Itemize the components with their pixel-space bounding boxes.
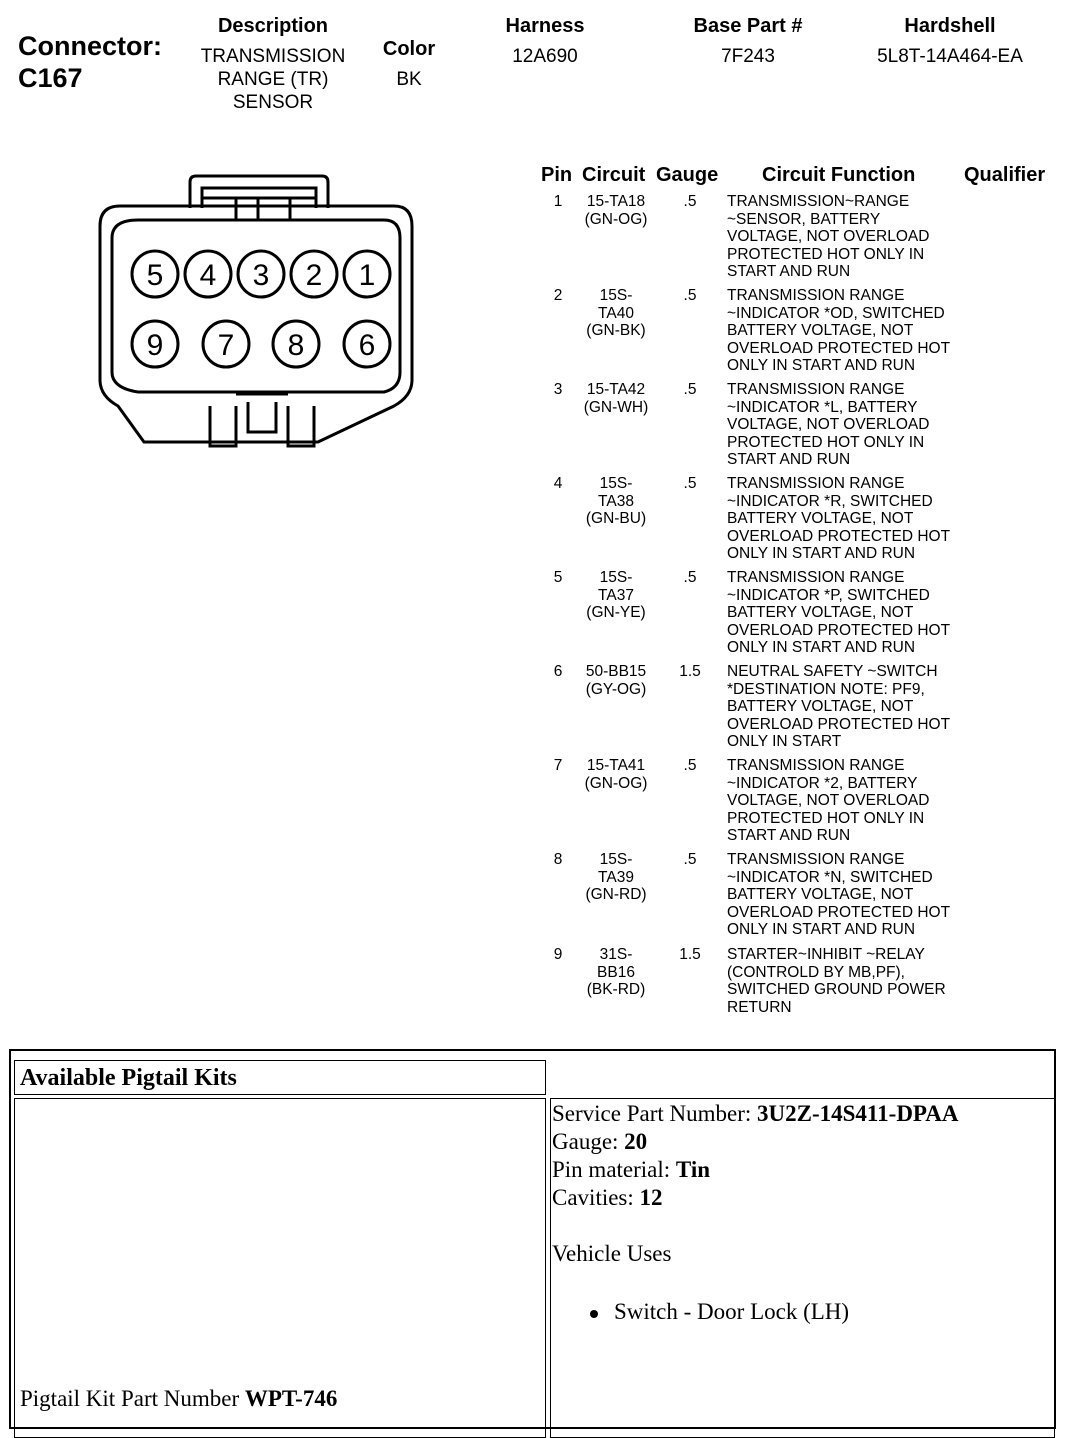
connector-face-diagram <box>90 170 430 460</box>
description-line: RANGE (TR) <box>217 69 329 90</box>
gauge-cell: .5 <box>683 287 697 304</box>
pigtail-details <box>552 1100 959 1326</box>
pin-label: 6 <box>358 329 376 362</box>
circuit-line: TA38 <box>598 492 634 510</box>
function-line: OVERLOAD PROTECTED HOT <box>727 621 951 639</box>
harness-value: 12A690 <box>512 46 578 67</box>
pigtail-title: Available Pigtail Kits <box>20 1065 237 1091</box>
pin-number: 4 <box>553 475 563 492</box>
vehicle-use-text: Switch - Door Lock (LH) <box>614 1299 850 1324</box>
circuit-cell <box>576 757 656 792</box>
function-cell <box>727 663 967 751</box>
function-line: START AND RUN <box>727 263 851 281</box>
function-line: BATTERY VOLTAGE, NOT <box>727 322 914 340</box>
connector-title <box>18 30 162 94</box>
function-line: BATTERY VOLTAGE, NOT <box>727 510 914 528</box>
vehicle-use-item <box>552 1298 959 1326</box>
function-line: TRANSMISSION RANGE <box>727 287 905 304</box>
description-line: TRANSMISSION <box>200 46 346 67</box>
circuit-line: 50-BB15 <box>585 663 647 680</box>
description-line: SENSOR <box>232 92 314 113</box>
gauge-cell: .5 <box>683 475 697 492</box>
gauge-cell: .5 <box>683 569 697 586</box>
description-value <box>178 45 368 114</box>
circuit-cell <box>576 287 656 340</box>
circuit-line: (GN-BK) <box>586 322 646 340</box>
pigtail-kits-table <box>9 1049 1056 1429</box>
circuit-line: (GN-OG) <box>584 774 648 792</box>
col-header-pin: Pin <box>541 164 573 186</box>
circuit-line: (GN-BU) <box>585 510 647 528</box>
gauge-row <box>552 1128 959 1156</box>
description-label: Description <box>217 15 329 37</box>
pin-number: 6 <box>553 663 563 680</box>
col-header-function: Circuit Function <box>762 164 916 186</box>
col-header-qualifier: Qualifier <box>964 164 1046 186</box>
function-line: TRANSMISSION RANGE <box>727 475 905 492</box>
connector-label: Connector: <box>18 31 162 61</box>
base-part-label: Base Part # <box>693 15 803 37</box>
harness-label: Harness <box>505 15 585 37</box>
circuit-line: TA40 <box>598 304 634 322</box>
pin-label: 4 <box>199 259 217 292</box>
function-line: START AND RUN <box>727 827 851 845</box>
function-line: ~INDICATOR *N, SWITCHED <box>727 868 933 886</box>
function-line: ~INDICATOR *R, SWITCHED <box>727 492 933 510</box>
circuit-line: 15-TA18 <box>586 193 646 210</box>
circuit-cell <box>576 569 656 622</box>
cavities-label: Cavities: <box>552 1185 640 1210</box>
circuit-line: 15S- <box>599 475 633 492</box>
circuit-line: (GN-WH) <box>583 398 649 416</box>
function-line: ONLY IN START AND RUN <box>727 921 916 939</box>
pigtail-kit-value: WPT-746 <box>244 1386 338 1411</box>
pigtail-details-cell <box>550 1098 1055 1438</box>
function-line: *DESTINATION NOTE: PF9, <box>727 680 925 698</box>
function-cell <box>727 569 967 657</box>
service-part-value: 3U2Z-14S411-DPAA <box>757 1101 959 1126</box>
service-part-row <box>552 1100 959 1128</box>
circuit-cell <box>576 193 656 228</box>
function-line: TRANSMISSION RANGE <box>727 851 905 868</box>
function-line: NEUTRAL SAFETY ~SWITCH <box>727 663 938 680</box>
function-cell <box>727 381 967 469</box>
circuit-line: (GN-YE) <box>586 604 646 622</box>
gauge-cell: 1.5 <box>679 663 701 680</box>
function-line: TRANSMISSION RANGE <box>727 569 905 586</box>
circuit-cell <box>576 381 656 416</box>
gauge-cell: .5 <box>683 193 697 210</box>
function-line: VOLTAGE, NOT OVERLOAD <box>727 416 930 434</box>
function-line: ~INDICATOR *L, BATTERY <box>727 398 918 416</box>
base-part-value: 7F243 <box>721 46 775 67</box>
pigtail-title-cell <box>14 1060 546 1095</box>
function-cell <box>727 757 967 845</box>
pin-material-label: Pin material: <box>552 1157 676 1182</box>
pin-label: 7 <box>217 329 235 362</box>
function-line: ~INDICATOR *P, SWITCHED <box>727 586 930 604</box>
circuit-line: 15S- <box>599 851 633 868</box>
function-line: VOLTAGE, NOT OVERLOAD <box>727 792 930 810</box>
function-cell <box>727 946 967 1016</box>
circuit-cell <box>576 851 656 904</box>
function-line: (CONTROLD BY MB,PF), <box>727 963 905 981</box>
circuit-line: 15-TA41 <box>586 757 646 774</box>
function-cell <box>727 287 967 375</box>
pin-number: 9 <box>553 946 563 963</box>
function-line: OVERLOAD PROTECTED HOT <box>727 527 951 545</box>
pigtail-kit-label: Pigtail Kit Part Number <box>20 1386 245 1411</box>
circuit-line: (GY-OG) <box>585 680 647 698</box>
pigtail-kit-cell <box>14 1098 546 1438</box>
function-line: ~INDICATOR *OD, SWITCHED <box>727 304 945 322</box>
function-line: BATTERY VOLTAGE, NOT <box>727 886 914 904</box>
function-line: BATTERY VOLTAGE, NOT <box>727 698 914 716</box>
gauge-cell: .5 <box>683 851 697 868</box>
color-value: BK <box>396 69 422 90</box>
function-line: PROTECTED HOT ONLY IN <box>727 245 925 263</box>
circuit-cell <box>576 475 656 528</box>
gauge-value: 20 <box>624 1129 648 1154</box>
pin-number: 2 <box>553 287 563 304</box>
function-line: RETURN <box>727 998 792 1016</box>
circuit-line: BB16 <box>597 963 635 981</box>
pin-number: 1 <box>553 193 563 210</box>
function-line: OVERLOAD PROTECTED HOT <box>727 715 951 733</box>
hardshell-label: Hardshell <box>904 15 996 37</box>
function-line: STARTER~INHIBIT ~RELAY <box>727 946 925 963</box>
circuit-line: TA39 <box>598 868 634 886</box>
function-line: ~SENSOR, BATTERY <box>727 210 881 228</box>
function-line: SWITCHED GROUND POWER <box>727 981 946 999</box>
function-line: ONLY IN START AND RUN <box>727 545 916 563</box>
function-cell <box>727 851 967 939</box>
pin-material-row <box>552 1156 959 1184</box>
function-cell <box>727 475 967 563</box>
pin-material-value: Tin <box>675 1157 711 1182</box>
color-label: Color <box>382 38 436 60</box>
function-cell <box>727 193 967 281</box>
circuit-line: 31S- <box>599 946 633 963</box>
pin-label: 5 <box>146 259 164 292</box>
function-line: TRANSMISSION~RANGE <box>727 193 910 210</box>
cavities-row <box>552 1184 959 1212</box>
pigtail-kit-number <box>20 1386 337 1412</box>
circuit-line: (GN-RD) <box>585 886 647 904</box>
function-line: OVERLOAD PROTECTED HOT <box>727 339 951 357</box>
pin-label: 1 <box>358 259 376 292</box>
col-header-circuit: Circuit <box>582 164 646 186</box>
gauge-label: Gauge: <box>552 1129 625 1154</box>
gauge-cell: 1.5 <box>679 946 701 963</box>
function-line: OVERLOAD PROTECTED HOT <box>727 903 951 921</box>
function-line: PROTECTED HOT ONLY IN <box>727 433 925 451</box>
function-line: TRANSMISSION RANGE <box>727 381 905 398</box>
bullet-icon <box>590 1310 598 1318</box>
col-header-gauge: Gauge <box>656 164 719 186</box>
circuit-line: 15S- <box>599 569 633 586</box>
hardshell-value: 5L8T-14A464-EA <box>877 46 1023 67</box>
circuit-cell <box>576 946 656 999</box>
pin-number: 8 <box>553 851 563 868</box>
function-line: ~INDICATOR *2, BATTERY <box>727 774 918 792</box>
pin-label: 8 <box>287 329 305 362</box>
pin-label: 9 <box>146 329 164 362</box>
circuit-line: (BK-RD) <box>586 981 646 999</box>
function-line: START AND RUN <box>727 451 851 469</box>
function-line: ONLY IN START <box>727 733 842 751</box>
function-line: ONLY IN START AND RUN <box>727 639 916 657</box>
gauge-cell: .5 <box>683 381 697 398</box>
circuit-line: (GN-OG) <box>584 210 648 228</box>
pin-number: 3 <box>553 381 563 398</box>
gauge-cell: .5 <box>683 757 697 774</box>
function-line: PROTECTED HOT ONLY IN <box>727 809 925 827</box>
function-line: BATTERY VOLTAGE, NOT <box>727 604 914 622</box>
vehicle-uses-label: Vehicle Uses <box>552 1241 672 1266</box>
circuit-line: TA37 <box>598 586 634 604</box>
function-line: ONLY IN START AND RUN <box>727 357 916 375</box>
circuit-cell <box>576 663 656 698</box>
pin-number: 7 <box>553 757 563 774</box>
cavities-value: 12 <box>639 1185 663 1210</box>
pin-label: 2 <box>305 259 323 292</box>
pin-number: 5 <box>553 569 563 586</box>
function-line: VOLTAGE, NOT OVERLOAD <box>727 228 930 246</box>
service-part-label: Service Part Number: <box>552 1101 758 1126</box>
circuit-line: 15S- <box>599 287 633 304</box>
pin-label: 3 <box>252 259 270 292</box>
circuit-line: 15-TA42 <box>586 381 646 398</box>
function-line: TRANSMISSION RANGE <box>727 757 905 774</box>
connector-id: C167 <box>18 63 83 93</box>
